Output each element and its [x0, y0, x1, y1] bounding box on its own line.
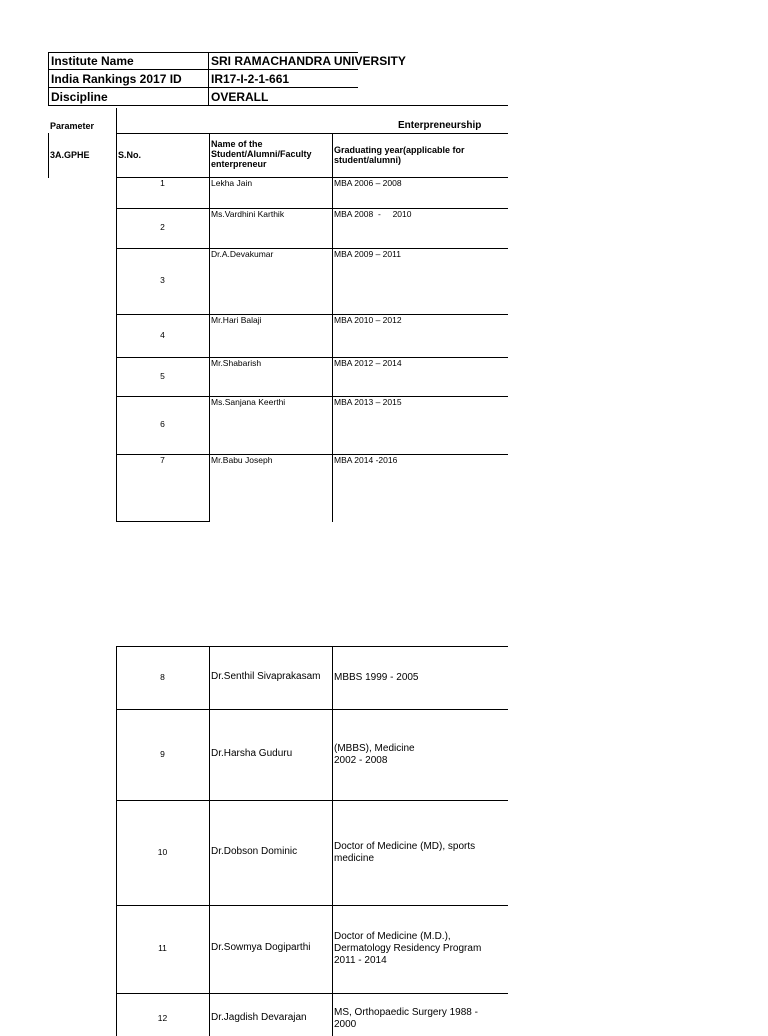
row-name: Mr.Hari Balaji: [211, 315, 262, 325]
discipline-value: OVERALL: [211, 90, 269, 104]
row-name: Ms.Vardhini Karthik: [211, 209, 285, 219]
row-divider: [116, 396, 508, 397]
row-year: (MBBS), Medicine 2002 - 2008: [334, 743, 415, 766]
row-sno: 3: [160, 275, 165, 285]
row-divider: [116, 314, 508, 315]
row-divider: [116, 454, 508, 455]
row-year: MBA 2006 – 2008: [334, 178, 402, 188]
row-name: Mr.Babu Joseph: [211, 455, 273, 465]
column-name-header: Name of the Student/Alumni/Faculty enterpreneur: [211, 139, 312, 169]
param-code: 3A.GPHE: [50, 150, 90, 160]
row-divider: [116, 248, 508, 249]
row-name: Dr.Jagdish Devarajan: [211, 1012, 307, 1023]
row-name: Dr.Senthil Sivaprakasam: [211, 671, 321, 682]
india-rankings-id-value: IR17-I-2-1-661: [211, 72, 290, 86]
table-row: [116, 646, 508, 709]
institute-name-label: Institute Name: [51, 54, 134, 68]
row-year: Doctor of Medicine (M.D.), Dermatology Residency Program 2011 - 2014: [334, 931, 485, 966]
table-row: [116, 905, 508, 993]
row-year: Doctor of Medicine (MD), sports medicine: [334, 841, 478, 864]
table-row: [116, 208, 508, 248]
section-title: Enterpreneurship: [398, 120, 482, 131]
institute-name-value: SRI RAMACHANDRA UNIVERSITY: [211, 54, 406, 68]
row-name: Dr.Harsha Guduru: [211, 748, 293, 759]
row-name: Dr.A.Devakumar: [211, 249, 274, 259]
row-name: Dr.Dobson Dominic: [211, 846, 298, 857]
row-sno: 6: [160, 419, 165, 429]
row-year: MBA 2010 – 2012: [334, 315, 402, 325]
table-row: [116, 709, 508, 800]
row-name: Dr.Sowmya Dogiparthi: [211, 942, 311, 953]
row-divider: [116, 208, 508, 209]
table-row: [116, 800, 508, 905]
row-year: MBA 2012 – 2014: [334, 358, 402, 368]
row-name: Lekha Jain: [211, 178, 253, 188]
row-year: MBA 2009 – 2011: [334, 249, 401, 259]
table-row: [116, 454, 508, 522]
table-row: [116, 314, 508, 357]
row-year: MBA 2014 -2016: [334, 455, 398, 465]
row-sno: 4: [160, 330, 165, 340]
row-sno: 11: [158, 943, 167, 953]
row-sno: 12: [157, 1013, 168, 1023]
row-year: MBA 2008 - 2010: [334, 209, 412, 219]
table-row: [116, 993, 508, 1030]
row-sno: 8: [160, 672, 165, 682]
row-sno: 2: [160, 222, 165, 232]
row-divider: [116, 521, 210, 522]
row-divider: [116, 357, 508, 358]
india-rankings-id-label: India Rankings 2017 ID: [51, 72, 182, 86]
parameter-label: Parameter: [50, 121, 95, 131]
column-sno-header: S.No.: [118, 150, 142, 160]
row-year: MS, Orthopaedic Surgery 1988 - 2000: [334, 1007, 481, 1030]
row-year: MBA 2013 – 2015: [334, 397, 402, 407]
table-row: [116, 396, 508, 454]
row-sno: 10: [157, 847, 168, 857]
column-year-header: Graduating year(applicable for student/alumni): [334, 145, 465, 165]
row-name: Mr.Shabarish: [211, 358, 262, 368]
row-sno: 9: [160, 749, 165, 759]
table-row: [116, 248, 508, 314]
row-sno: 5: [160, 371, 165, 381]
row-sno: 7: [160, 455, 165, 465]
discipline-label: Discipline: [51, 90, 108, 104]
table-row: [116, 357, 508, 396]
table-row: [116, 177, 508, 208]
row-name: Ms.Sanjana Keerthi: [211, 397, 286, 407]
row-sno: 1: [160, 178, 165, 188]
row-year: MBBS 1999 - 2005: [334, 672, 419, 683]
